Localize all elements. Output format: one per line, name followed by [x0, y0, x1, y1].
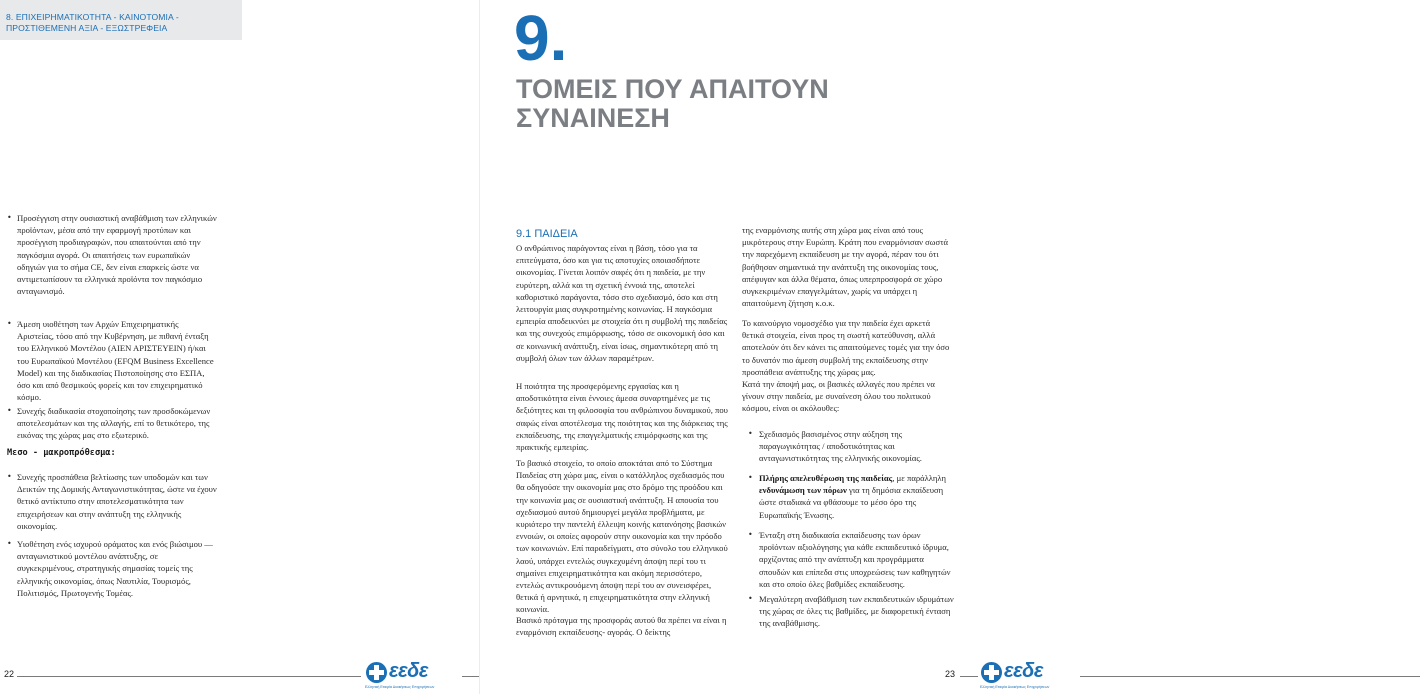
logo-wordmark: εεδε — [389, 660, 428, 682]
mid-long-term-heading: Μεσο - μακροπρόθεσμα: — [7, 448, 116, 458]
footer-rule — [17, 676, 361, 677]
eede-logo — [363, 659, 463, 693]
paragraph: της εναρμόνισης αυτής στη χώρα μας είναι από τους μικρότερους στην Ευρώπη. Κράτη που εναρμόνισαν σωστά την παρεχόμενη εκπαίδευση με την αγορά, πέραν του ότι βοήθησαν σημαντικά την ανάπτυξη της οικονομίας τους, απέφυγαν και άλλα θέματα, όπως υπερπροσφορά σε χώρο συγκεκριμένων επαγγελμάτων, χωρίς να υπάρχει η απαιτούμενη ζήτηση κ.ο.κ. — [742, 225, 949, 309]
bullet-item: • Συνεχής διαδικασία στοχοποίησης των προσδοκώμενων αποτελεσμάτων και της αλλαγής, επί το θετικότερο, της εικόνας της χώρας μας στο εξωτερικό. — [17, 405, 217, 442]
bullet-text: Σχεδιασμός βασισμένος στην αύξηση της παραγωγικότητας / αποδοτικότητας και ανταγωνιστικότητας της ελληνικής οικονομίας. — [759, 429, 922, 464]
paragraph: Το βασικό στοιχείο, το οποίο αποκτάται από το Σύστημα Παιδείας στη χώρα μας, είναι ο κατάλληλος σχεδιασμός που θα οδηγούσε την οικονομία μας στο δρόμο της προόδου και την κοινωνία μας σε ουσιαστική ανάπτυξη. Η απουσία του σχεδιασμού αυτού δημιουργεί μεγάλα προβλήματα, με κυριότερο την παντελή έλλειψη κοινής κατανόησης βασικών εννοιών, οι οποίες αφορούν στην οικονομία και την πρόοδο των κοινωνιών. Επί παραδείγματι, στο σύνολο του ελληνικού λαού, υπάρχει εντελώς συγκεχυμένη άποψη περί του τι σημαίνει επιχειρηματικότητα και ακόμη περισσότερο, εντελώς αντικρουόμενη άποψη περί του αν συνεισφέρει, θετικά ή αρνητικά, η επιχειρηματικότητα στην ελληνική κοινωνία. — [516, 458, 728, 615]
bullet-item: • Άμεση υιοθέτηση των Αρχών Επιχειρηματικής Αριστείας, τόσο από την Κυβέρνηση, με πιθανή ένταξη του Ελληνικού Μοντέλου (ΑΙΕΝ ΑΡΙΣΤΕΥΕΙΝ) ή/και του Ευρωπαϊκού Μοντέλου (EFQM Business Excellence Model) και της διαδικασίας Πιστοποίησης στο ΕΣΠΑ, όσο και από θεσμικούς φορείς και τον επιχειρηματικό κόσμο. — [17, 318, 217, 403]
reform-bullet — [759, 428, 957, 465]
paragraph: Ο ανθρώπινος παράγοντας είναι η βάση, τόσο για τα επιτεύγματα, όσο και για τις αποτυχίες οποιασδήποτε οικονομίας. Γίνεται λοιπόν σαφές ότι η παιδεία, με την ευρύτερη, αλλά και τη σχετική έννοιά της, αποτελεί καθοριστικό παράγοντα, τόσο στο σχεδιασμό, όσο και στη λειτουργία μιας συγκροτημένης κοινωνίας. Η παγκόσμια εμπειρία αποδεικνύει με στοιχεία ότι η συμβολή της παιδείας και της συνεχούς επιμόρφωσης, τόσο σε οικονομική όσο και σε κοινωνική ανάπτυξη, είναι ίσως, σημαντικότερη από τη συμβολή όλων των άλλων παραμέτρων. — [516, 243, 728, 363]
section-heading: 9.1 ΠΑΙΔΕΙΑ — [516, 228, 578, 240]
paragraph: Το καινούργιο νομοσχέδιο για την παιδεία έχει αρκετά θετικά στοιχεία, είναι προς τη σωστή κατεύθυνση, αλλά αποτελούν ότι δεν κάνει τις απαιτούμενες τομές για την όσο το δυνατόν πιο άμεση συμβολή της εκπαίδευσης στην προσπάθεια ανάπτυξης της χώρας μας. — [742, 318, 950, 377]
reform-bullet — [759, 593, 957, 630]
eede-logo — [978, 659, 1078, 693]
paragraph: Κατά την άποψή μας, οι βασικές αλλαγές που πρέπει να γίνουν στην παιδεία, με συναίνεση όλου του πολιτικού κόσμου, είναι οι ακόλουθες: — [742, 379, 935, 414]
bullet-item: • Συνεχής προσπάθεια βελτίωσης των υποδομών και των Δεικτών της Δομικής Ανταγωνιστικότητας, ώστε να έχουν θετικό αντίκτυπο στην αποτελεσματικότητα των επιχειρήσεων και στην ανάπτυξη της ελληνικής οικονομίας. — [17, 471, 217, 532]
chapter-number: 9. — [514, 2, 568, 74]
logo-tagline: Ελληνική Εταιρία Διοικήσεως Επιχειρήσεων — [365, 685, 435, 689]
left-page — [0, 0, 479, 694]
footer-rule — [462, 676, 479, 677]
section-header-text: 8. ΕΠΙΧΕΙΡΗΜΑΤΙΚΟΤΗΤΑ - ΚΑΙΝΟΤΟΜΙΑ - ΠΡΟΣΤΙΘΕΜΕΝΗ ΑΞΙΑ - ΕΞΩΣΤΡΕΦΕΙΑ — [6, 12, 179, 33]
page-number: 23 — [945, 669, 956, 679]
bullet-item: • Υιοθέτηση ενός ισχυρού οράματος και ενός βιώσιμου — ανταγωνιστικού μοντέλου ανάπτυξης, σε συγκεκριμένους, στρατηγικής σημασίας τομείς της ελληνικής οικονομίας, όπως Ναυτιλία, Τουρισμός, Πολιτισμός, Πρωτογενής Τομέας. — [17, 538, 217, 599]
paragraph: Βασικό πρόταγμα της προσφοράς αυτού θα πρέπει να είναι η εναρμόνιση εκπαίδευσης- αγοράς. Ο δείκτης — [516, 615, 727, 638]
footer-rule — [960, 676, 978, 677]
reform-bullet — [759, 472, 957, 521]
bullet-bold-text: Πλήρης απελευθέρωση της παιδείας — [759, 473, 893, 483]
bullet-text: Μεγαλύτερη αναβάθμιση των εκπαιδευτικών ιδρυμάτων της χώρας σε όλες τις βαθμίδες, με διαφορετική ένταση της αναβάθμισης. — [759, 594, 954, 629]
right-page — [480, 0, 1050, 694]
cross-logo-icon — [981, 662, 1002, 683]
section-header-box — [0, 0, 242, 40]
page-number: 22 — [4, 669, 15, 679]
bullet-text: Ένταξη στη διαδικασία εκπαίδευσης των όρων προϊόντων αξιολόγησης για κάθε εκπαιδευτικό ίδρυμα, αρχίζοντας από την ανάπτυξη και προγράμματα σπουδών και επίπεδα στις υποχρεώσεις των καθηγητών και στο οποίο όλες βαθμίδες εκπαίδευσης. — [759, 530, 951, 589]
bullet-bold-text: ενδυνάμωση των πόρων — [759, 485, 847, 496]
bullet-text: , με παράλληλη — [892, 473, 946, 483]
chapter-title: ΤΟΜΕΙΣ ΠΟΥ ΑΠΑΙΤΟΥΝ ΣΥΝΑΙΝΕΣΗ — [516, 74, 829, 133]
logo-tagline: Ελληνική Εταιρία Διοικήσεως Επιχειρήσεων — [980, 685, 1050, 689]
logo-wordmark: εεδε — [1004, 660, 1043, 682]
reform-bullet — [759, 529, 957, 590]
cross-logo-icon — [366, 662, 387, 683]
footer-rule — [1080, 676, 1420, 677]
bullet-text: για τη δημόσια εκπαίδευση ώστε σταδιακά να φθάσουμε το μέσο όρο της Ευρωπαϊκής Ένωσης. — [759, 485, 944, 520]
bullet-item: • Προσέγγιση στην ουσιαστική αναβάθμιση των ελληνικών προϊόντων, μέσα από την εφαρμογή προτύπων και προσέγγιση προδιαγραφών, που απαιτούνται από την παγκόσμια αγορά. Οι απαιτήσεις των ευρωπαϊκών οδηγιών για το σήμα CE, δεν είναι επαρκείς ώστε να αντιμετωπίσουν τα ελληνικά προϊόντα τον παγκόσμιο ανταγωνισμό. — [17, 212, 217, 297]
paragraph: Η ποιότητα της προσφερόμενης εργασίας και η αποδοτικότητα είναι έννοιες άμεσα συναρτημένες με τις δεξιότητες και τη φιλοσοφία του ανθρώπινου δυναμικού, που σαφώς είναι αποτέλεσμα της ποιότητας και της διάρκειας της εκπαίδευσης, της επαγγελματικής επιμόρφωσης και της πρακτικής εμπειρίας. — [516, 381, 728, 453]
